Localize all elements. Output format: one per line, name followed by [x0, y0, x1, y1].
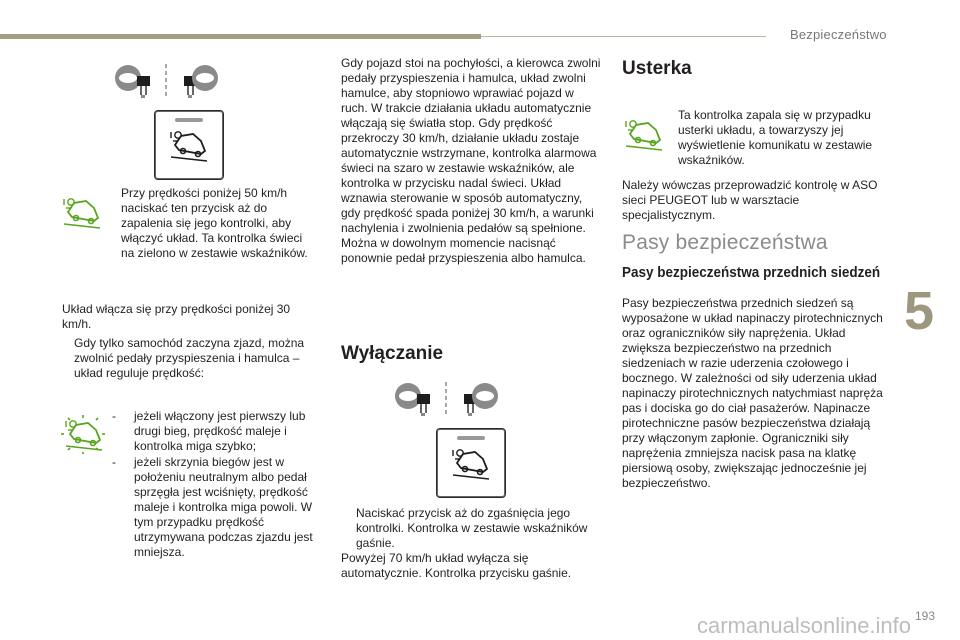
hill-descent-flashing-icon	[60, 414, 106, 454]
paragraph-auto-off: Powyżej 70 km/h układ wyłącza się automatycznie. Kontrolka przycisku gaśnie.	[341, 551, 572, 580]
section-title: Bezpieczeństwo	[790, 27, 887, 42]
page-number: 193	[915, 609, 936, 623]
step-activate: Przy prędkości poniżej 50 km/h naciskać ten przycisk aż do zapalenia się jego kontrolki, aby włączyć układ. Ta kontrolka świeci na zielono w zestawie wskaźników.	[121, 186, 308, 260]
hill-descent-button[interactable]	[154, 110, 224, 180]
header-bar	[0, 34, 481, 39]
hill-descent-button-icon	[451, 447, 491, 483]
heading-deactivation: Wyłączanie	[341, 343, 444, 364]
hill-descent-warning-icon	[62, 196, 104, 232]
steering-wheel-icon	[390, 382, 546, 420]
hill-descent-button[interactable]	[436, 428, 506, 498]
list-item-neutral: jeżeli skrzynia biegów jest w położeniu neutralnym albo pedał sprzęgła jest wciśnięty, prędkość maleje i kontrolka miga powoli. W tym przypadku prędkość utrzymywana podczas zjazdu jest mniejsza.	[134, 455, 313, 559]
button-led	[457, 436, 485, 440]
chapter-number: 5	[904, 281, 935, 341]
header-rule	[481, 36, 766, 37]
paragraph-activation-speed: Układ włącza się przy prędkości poniżej 30 km/h.	[62, 302, 291, 331]
step-deactivate: Naciskać przycisk aż do zgaśnięcia jego kontrolki. Kontrolka w zestawie wskaźników gaśnie.	[356, 506, 588, 550]
list-item-first-gear: jeżeli włączony jest pierwszy lub drugi bieg, prędkość maleje i kontrolka miga szybko;	[134, 409, 306, 453]
subheading-front-belts: Pasy bezpieczeństwa przednich siedzeń	[622, 264, 881, 281]
hill-descent-button-icon	[169, 129, 209, 165]
button-led	[175, 118, 203, 122]
heading-seat-belts: Pasy bezpieczeństwa	[622, 231, 828, 254]
heading-fault: Usterka	[622, 58, 692, 79]
list-dash: -	[112, 455, 116, 469]
paragraph-service: Należy wówczas przeprowadzić kontrolę w ASO sieci PEUGEOT lub w warsztacie specjalistycznym.	[622, 178, 878, 222]
list-dash: -	[112, 409, 116, 423]
steering-wheel-icon	[110, 64, 266, 102]
step-descent: Gdy tylko samochód zaczyna zjazd, można zwolnić pedały przyspieszenia i hamulca – układ reguluje prędkość:	[74, 336, 305, 380]
watermark: carmanualsonline.info	[697, 613, 912, 638]
paragraph-pretensioners: Pasy bezpieczeństwa przednich siedzeń są wyposażone w układ napinaczy pirotechnicznych oraz ograniczników siły naprężenia. Układ zwiększa bezpieczeństwo na przednich siedzeniach w razie uderzenia czołowego i bocznego. W zależności od siły uderzenia układ napinaczy pirotechnicznych natychmiast napręża pas i dociska go do ciał pasażerów. Napinacze pirotechniczne pasów bezpieczeństwa działają przy włączonym zapłonie. Ograniczniki siły naprężenia zmniejsza nacisk pasa na klatkę piersiową osoby, zwiększając jednocześnie jej bezpieczeństwo.	[622, 296, 883, 490]
fault-description: Ta kontrolka zapala się w przypadku usterki układu, a towarzyszy jej wyświetlenie komunikatu w zestawie wskaźników.	[678, 108, 873, 167]
hill-descent-warning-icon	[624, 118, 666, 154]
paragraph-hill-start: Gdy pojazd stoi na pochyłości, a kierowca zwolni pedały przyspieszenia i hamulca, układ zwolni hamulce, aby stopniowo wprawiać pojazd w ruch. W trakcie działania układu automatycznie włączają się światła stop. Gdy prędkość przekroczy 30 km/h, działanie układu zostaje automatycznie wstrzymane, kontrolka alarmowa świeci na szaro w zestawie wskaźników, ale kontrolka w przycisku nadal świeci. Układ wznawia sterowanie w sposób automatyczny, gdy prędkość spada poniżej 30 km/h, a warunki nachylenia i zwolnienia pedałów są spełnione. Można w dowolnym momencie nacisnąć ponownie pedał przyspieszenia albo hamulca.	[341, 56, 601, 265]
